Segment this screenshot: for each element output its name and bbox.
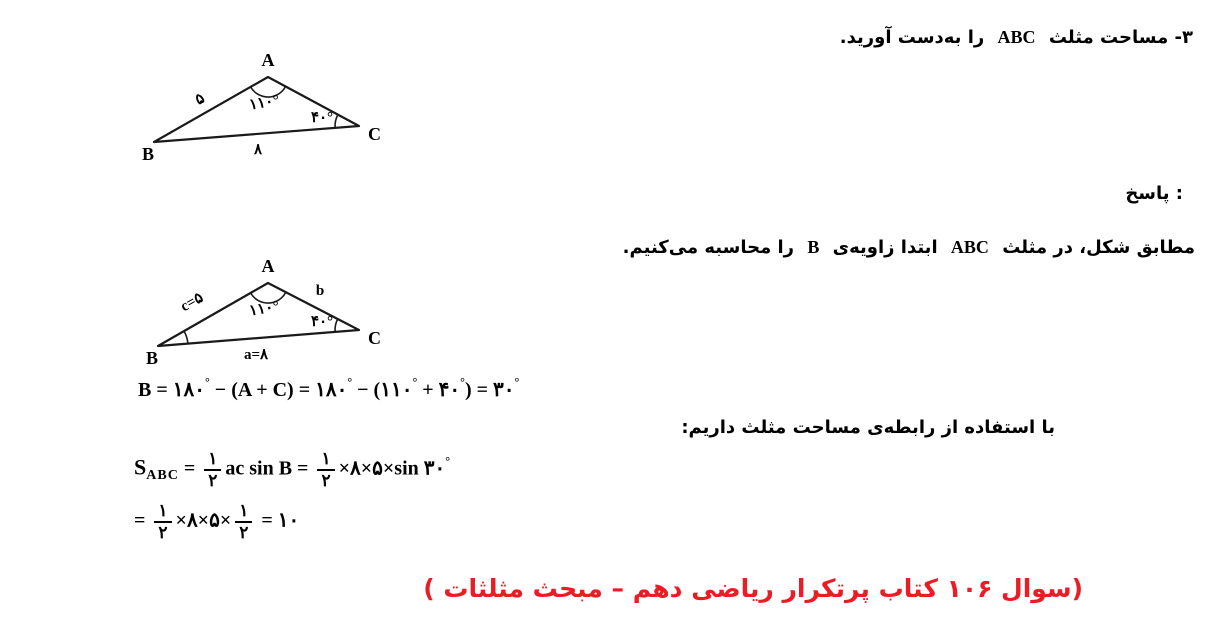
side-label-bc: ۸ [253,142,263,158]
fraction-numerator: ۱ [321,449,331,468]
angle-label-a: ۱۱۰° [248,298,281,320]
value-180: ۱۸۰ [315,379,348,401]
formula-part: − ( [352,379,381,401]
formula-angle-b [138,377,519,402]
triangle-diagram-problem [128,50,406,168]
formula-body: ac sin B [225,457,293,480]
answer-label: پاسخ : [1125,183,1183,204]
angle-name-b: B [807,237,820,257]
value-110: ۱۱۰ [380,379,413,401]
degree-symbol: ° [445,453,451,468]
vertex-label-c: C [368,328,381,348]
value-180: ۱۸۰ [172,379,205,401]
source-reference: (سوال ۱۰۶ کتاب پرتکرار ریاضی دهم – مبحث مثلثات ) [423,574,1083,603]
explanation-line-2: با استفاده از رابطه‌ی مساحت مثلث داریم: [681,417,1055,438]
fraction-denominator: ۲ [154,521,171,542]
vertex-label-b: B [142,144,155,164]
angle-label-c: ۴۰° [310,314,334,330]
explanation1-pre: مطابق شکل، در مثلث [1002,237,1195,258]
degree-symbol: ° [204,375,210,390]
side-label-a: a=۸ [243,347,269,363]
degree-symbol: ° [460,375,465,390]
angle-arc-c [335,319,338,332]
fraction-one-half [204,450,221,490]
angle-label-a: ۱۱۰° [248,92,281,114]
sin-word: sin [394,457,424,480]
fraction-one-half [317,450,334,490]
degree-symbol: ° [514,375,520,390]
formula-area [134,450,450,490]
equals-sign: = [292,457,314,480]
fraction-one-half [154,502,171,542]
side-label-c: c=۵ [178,289,207,316]
fraction-numerator: ۱ [208,449,218,468]
degree-symbol: ° [347,375,353,390]
equals-sign: = [178,457,201,480]
formula-part: − (A + C) = [209,379,316,401]
explanation-line-1 [623,237,1195,258]
area-symbol: S [134,454,147,480]
formula-part: B = [138,379,173,401]
angle-arc-b [184,331,188,344]
fraction-denominator: ۲ [317,469,334,490]
value-30: ۳۰ [423,457,446,480]
triangle-name: ABC [950,237,989,257]
side-label-ab: ۵ [192,90,208,109]
result-value: = ۱۰ [256,509,300,532]
triangle-diagram-solution [128,256,406,374]
vertex-label-a: A [261,256,275,276]
value-40: ۴۰ [438,379,461,401]
fraction-one-half [235,502,252,542]
fraction-denominator: ۲ [235,521,252,542]
vertex-label-b: B [146,348,159,368]
question-text-pre: مساحت مثلث [1048,27,1169,48]
angle-label-c: ۴۰° [310,110,334,126]
equals-sign: = [134,509,151,532]
fraction-numerator: ۱ [158,501,168,520]
formula-part: ) = [464,379,494,401]
multiplication-terms: ×۸×۵× [175,509,232,532]
question-text-post: را به‌دست آورید. [839,27,985,48]
angle-arc-c [335,115,338,128]
question-line [840,27,1193,48]
formula-part: + [417,379,439,401]
explanation1-post: را محاسبه می‌کنیم. [622,237,795,258]
fraction-denominator: ۲ [204,469,221,490]
degree-symbol: ° [412,375,418,390]
vertex-label-a: A [261,50,275,70]
value-30: ۳۰ [493,379,515,401]
area-subscript: ABC [146,468,179,484]
multiplication-terms: ×۸×۵× [338,457,395,480]
fraction-numerator: ۱ [239,501,249,520]
triangle-name: ABC [997,27,1036,47]
formula-result [134,502,299,542]
vertex-label-c: C [368,124,381,144]
question-number: ۳- [1174,27,1193,48]
side-label-b: b [315,283,325,299]
explanation1-mid: ابتدا زاویه‌ی [832,237,938,258]
